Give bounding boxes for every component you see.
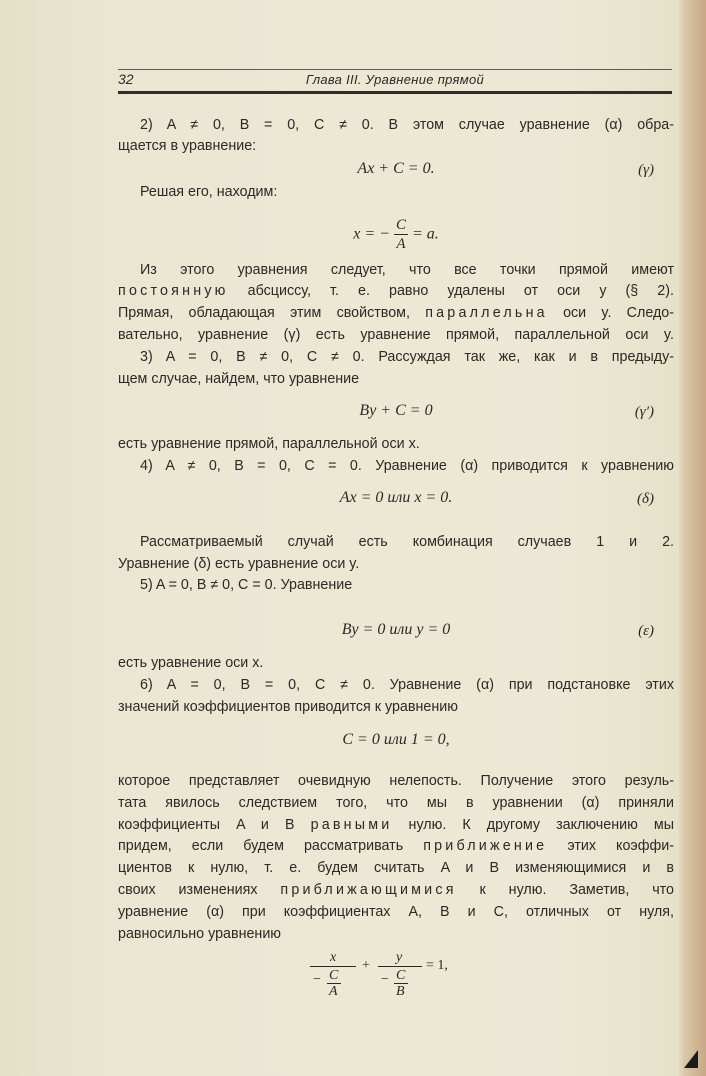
- paragraph-line: циентов к нулю, т. е. будем считать A и B изменяющимися и в: [118, 860, 674, 876]
- line-text: абсциссу, т. е. равно удалены от оси y (§ 2).: [247, 283, 674, 299]
- page-binding-edge: [684, 0, 706, 1076]
- fraction-bar: [378, 966, 422, 967]
- paragraph-line: равносильно уравнению: [118, 926, 282, 942]
- line-text: своих изменениях: [118, 882, 258, 898]
- paragraph-line: Из этого уравнения следует, что все точки прямой имеют: [140, 262, 674, 278]
- equation-gamma: Ax + C = 0.: [357, 160, 435, 177]
- page-number: 32: [118, 71, 134, 87]
- paragraph-line: 6) A = 0, B = 0, C ≠ 0. Уравнение (α) при подстановке этих: [140, 677, 674, 693]
- denominator-C: C: [396, 968, 406, 983]
- paragraph-line: Рассматриваемый случай есть комбинация случаев 1 и 2.: [140, 534, 674, 550]
- equation-label-delta: (δ): [637, 491, 654, 507]
- paragraph-line: 4) A ≠ 0, B = 0, C = 0. Уравнение (α) приводится к уравнению: [140, 458, 674, 474]
- paragraph-line: уравнение (α) при коэффициентах A, B и C, отличных от нуля,: [118, 904, 674, 920]
- line-text: придем, если будем рассматривать: [118, 838, 404, 854]
- paragraph-line: значений коэффициентов приводится к уравнению: [118, 699, 458, 715]
- equation-delta: Ax = 0 или x = 0.: [339, 489, 453, 506]
- fraction-denominator: A: [396, 236, 406, 252]
- minus-sign: −: [380, 972, 390, 987]
- equation-rhs: = a.: [411, 225, 439, 243]
- paragraph-line: Решая его, находим:: [140, 184, 278, 200]
- line-text: оси y. Следо-: [563, 305, 675, 321]
- page-corner-shadow: [684, 1050, 698, 1068]
- paragraph-line: [118, 817, 674, 833]
- running-title: Глава III. Уравнение прямой: [305, 72, 485, 87]
- paragraph-line: есть уравнение оси x.: [118, 655, 264, 671]
- spaced-word: параллельна: [425, 305, 548, 321]
- paragraph-line: вательно, уравнение (γ) есть уравнение прямой, параллельной оси y.: [118, 327, 674, 343]
- paragraph-line: [118, 305, 674, 321]
- line-text: нулю. К другому заключению мы: [408, 817, 674, 833]
- paragraph-line: Уравнение (δ) есть уравнение оси y.: [118, 556, 360, 572]
- line-text: Прямая, обладающая этим свойством,: [118, 305, 410, 321]
- paragraph-line: есть уравнение прямой, параллельной оси x.: [118, 436, 420, 452]
- spaced-word: приближающимися: [280, 882, 457, 898]
- paragraph-line: которое представляет очевидную нелепость. Получение этого резуль-: [118, 773, 674, 789]
- paragraph-line: тата явилось следствием того, что мы в уравнении (α) приняли: [118, 795, 674, 811]
- paragraph-line: 3) A = 0, B ≠ 0, C ≠ 0. Рассуждая так же, как и в предыду-: [140, 349, 674, 365]
- numerator-x: x: [330, 950, 337, 965]
- denominator-A: A: [329, 984, 338, 999]
- paragraph-line: [118, 283, 674, 299]
- header-top-rule: [118, 69, 672, 70]
- equation-x-solution: [118, 218, 674, 252]
- equation-gamma-prime: By + C = 0: [359, 402, 433, 419]
- paragraph-line: [118, 838, 674, 854]
- paragraph-line: щем случае, найдем, что уравнение: [118, 371, 360, 387]
- paragraph-line: [118, 882, 674, 898]
- line-text: этих коэффи-: [567, 838, 674, 854]
- minus-sign: −: [312, 972, 322, 987]
- fraction-bar: [310, 966, 356, 967]
- running-header: [118, 71, 672, 91]
- denominator-C: C: [329, 968, 339, 983]
- paragraph-line: щается в уравнение:: [118, 138, 257, 154]
- denominator-B: B: [396, 984, 405, 999]
- spaced-word: приближение: [423, 838, 548, 854]
- spaced-word: равными: [310, 817, 393, 833]
- header-bottom-rule: [118, 91, 672, 94]
- fraction-numerator: C: [395, 217, 406, 233]
- equation-epsilon: By = 0 или y = 0: [341, 621, 451, 638]
- equation-lhs: x = −: [353, 225, 390, 243]
- spaced-word: постоянную: [118, 283, 229, 299]
- equation-intercept-form: [300, 950, 460, 1010]
- line-text: к нулю. Заметив, что: [479, 882, 674, 898]
- numerator-y: y: [396, 950, 403, 965]
- fraction: [394, 218, 408, 252]
- equation-label-epsilon: (ε): [638, 623, 654, 639]
- equation-absurd: C = 0 или 1 = 0,: [342, 731, 450, 748]
- paragraph-line: 2) A ≠ 0, B = 0, C ≠ 0. В этом случае уравнение (α) обра-: [140, 117, 674, 133]
- equation-label-gamma: (γ): [638, 162, 654, 178]
- equation-label-gamma-prime: (γ′): [634, 404, 654, 420]
- equation-rhs: = 1,: [426, 958, 448, 973]
- line-text: коэффициенты A и B: [118, 817, 295, 833]
- paragraph-line: 5) A = 0, B ≠ 0, C = 0. Уравнение: [140, 577, 353, 593]
- plus-sign: +: [362, 958, 370, 973]
